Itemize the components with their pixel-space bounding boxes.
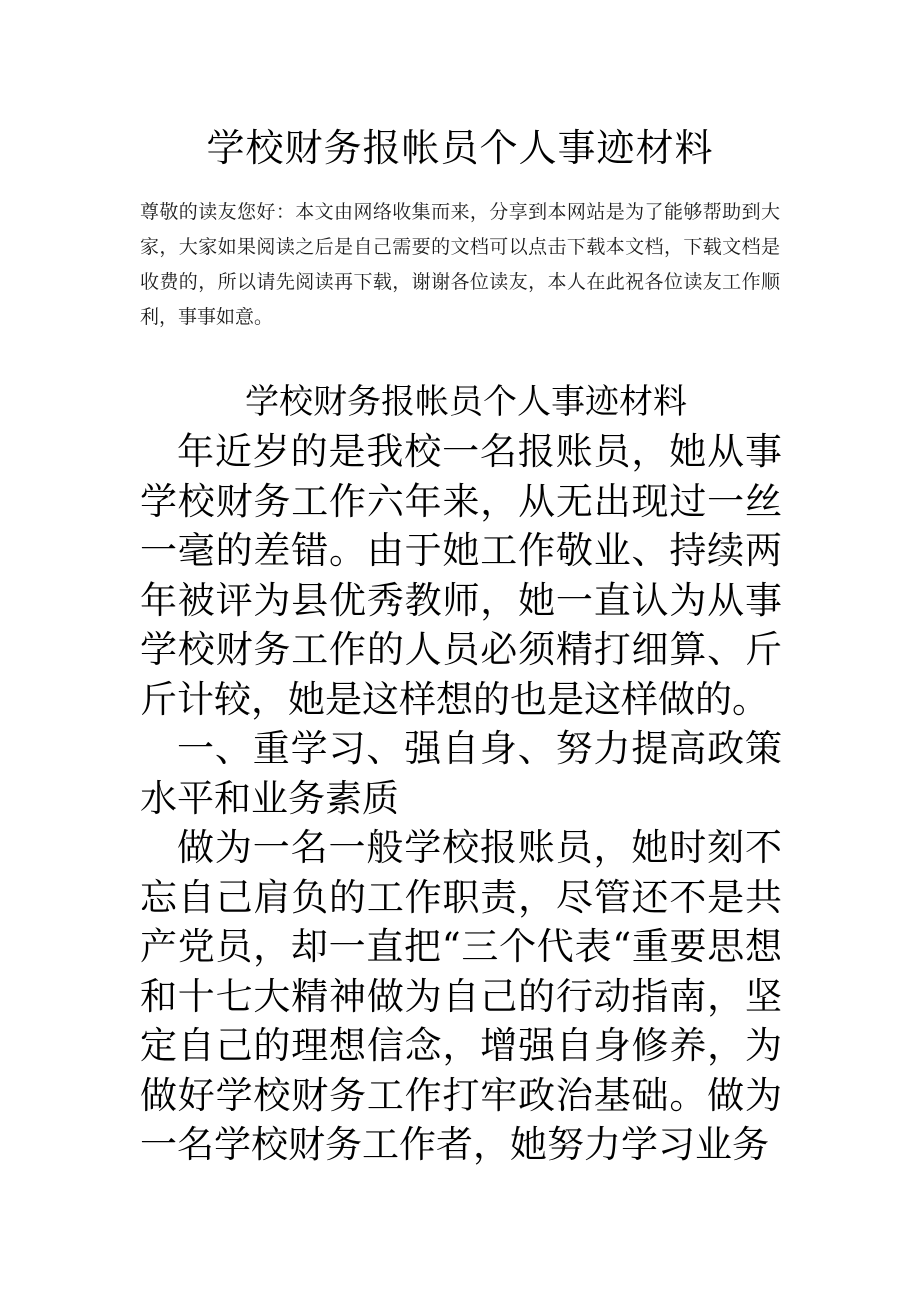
paragraph-section-body: 做为一名一般学校报账员，她时刻不忘自己肩负的工作职责，尽管还不是共产党员，却一直把“三个代表“重要思想和十七大精神做为自己的行动指南，坚定自己的理想信念，增强自身修养，为做好学校财务工作打牢政治基础。做为一名学校财务工作者，她努力学习业务 [140, 826, 782, 1166]
body-title: 学校财务报帐员个人事迹材料 [245, 382, 687, 422]
document-title: 学校财务报帐员个人事迹材料 [206, 126, 714, 170]
reader-notice: 尊敬的读友您好：本文由网络收集而来，分享到本网站是为了能够帮助到大家，大家如果阅读之后是自己需要的文档可以点击下载本文档，下载文档是收费的，所以请先阅读再下载，谢谢各位读友，本人在此祝各位读友工作顺利，事事如意。 [140, 201, 780, 328]
document-body [140, 377, 782, 1170]
paragraph-section-heading: 一、重学习、强自身、努力提高政策水平和业务素质 [140, 727, 782, 820]
paragraph-intro: 年近岁的是我校一名报账员，她从事学校财务工作六年来，从无出现过一丝一毫的差错。由于她工作敬业、持续两年被评为县优秀教师，她一直认为从事学校财务工作的人员必须精打细算、斤斤计较，她是这样想的也是这样做的。 [140, 430, 782, 721]
